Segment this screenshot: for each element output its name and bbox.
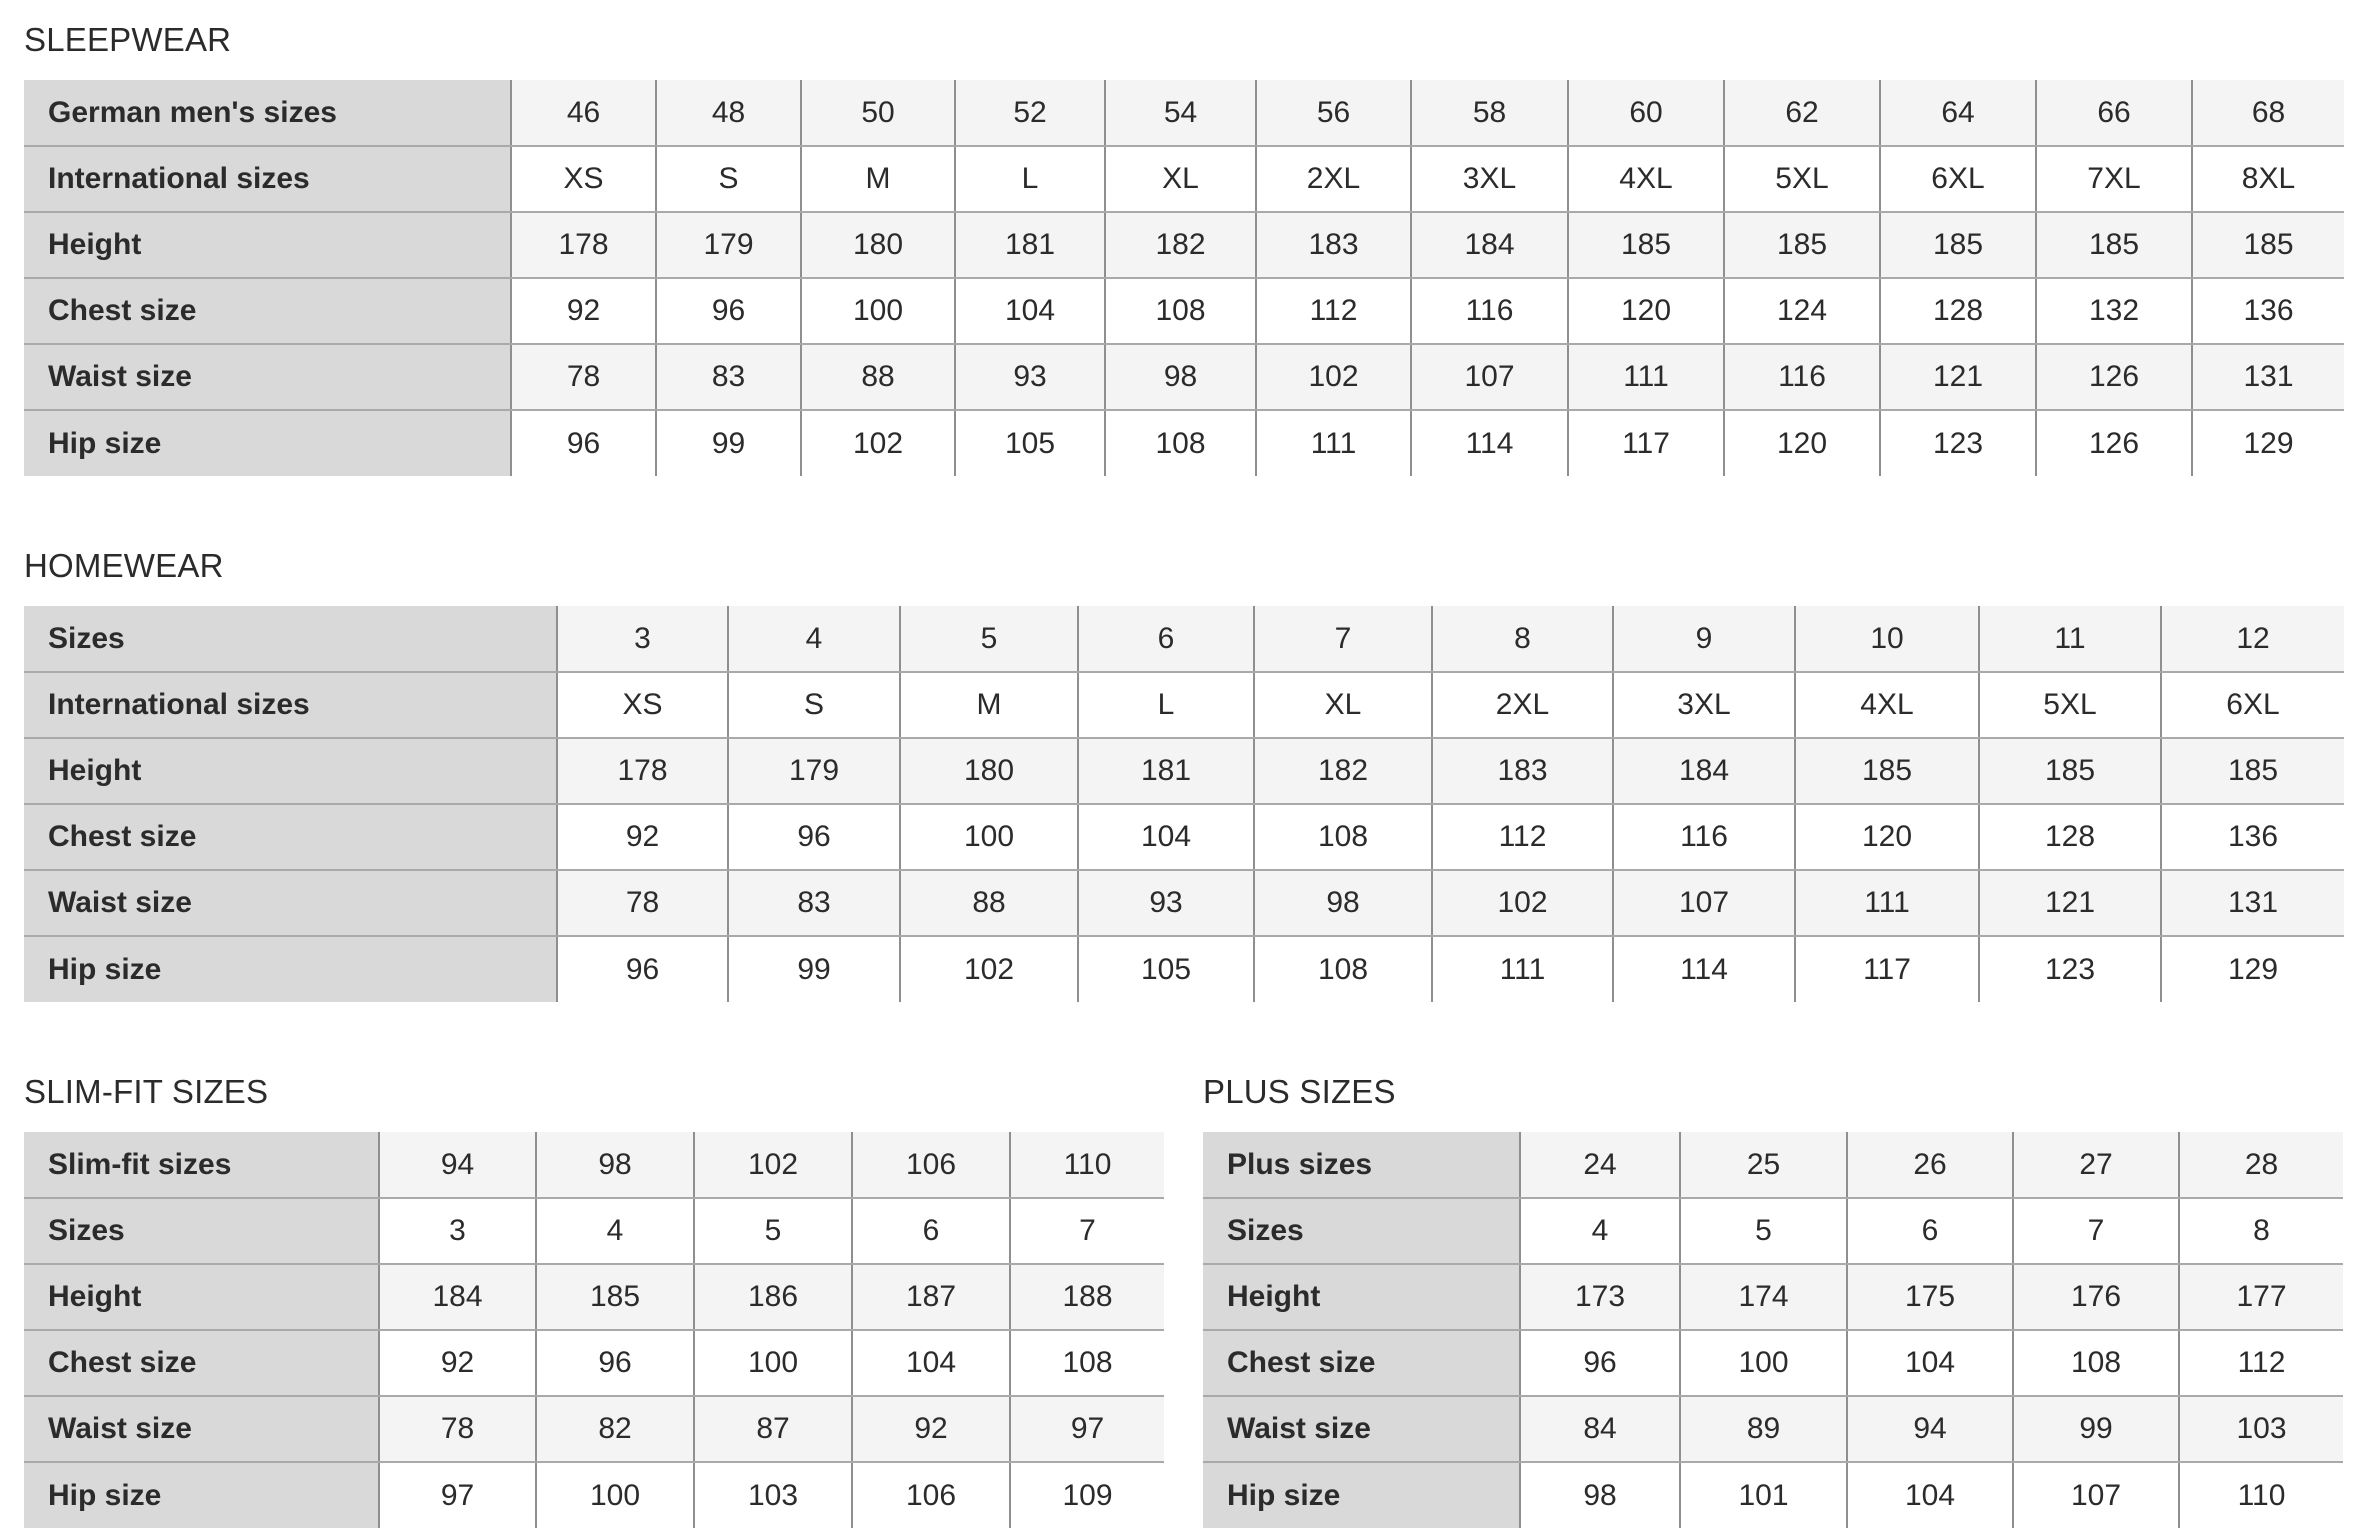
table-cell: 185 — [1568, 212, 1724, 278]
row-header: Slim-fit sizes — [24, 1132, 379, 1198]
table-cell: 6XL — [2161, 672, 2344, 738]
table-cell: 26 — [1847, 1132, 2013, 1198]
table-cell: 54 — [1105, 80, 1256, 146]
table-row — [24, 1462, 1164, 1528]
table-cell: 111 — [1256, 410, 1411, 476]
table-cell: 108 — [2013, 1330, 2179, 1396]
table-cell: 100 — [694, 1330, 852, 1396]
table-cell: 4 — [1520, 1198, 1680, 1264]
table-row — [1203, 1462, 2343, 1528]
table-cell: 108 — [1010, 1330, 1164, 1396]
table-row — [24, 870, 2344, 936]
table-row — [1203, 1198, 2343, 1264]
table-cell: 88 — [801, 344, 955, 410]
table-cell: 4XL — [1795, 672, 1979, 738]
table-cell: 27 — [2013, 1132, 2179, 1198]
table-cell: 83 — [728, 870, 900, 936]
table-row — [24, 146, 2344, 212]
table-cell: 186 — [694, 1264, 852, 1330]
table-cell: 121 — [1979, 870, 2161, 936]
table-cell: L — [955, 146, 1105, 212]
row-header: Chest size — [24, 278, 511, 344]
table-cell: 6 — [1078, 606, 1254, 672]
table-cell: 68 — [2192, 80, 2344, 146]
table-cell: 89 — [1680, 1396, 1847, 1462]
table-row — [1203, 1330, 2343, 1396]
homewear-table — [24, 606, 2344, 1002]
table-cell: L — [1078, 672, 1254, 738]
table-cell: 25 — [1680, 1132, 1847, 1198]
table-cell: 100 — [1680, 1330, 1847, 1396]
table-cell: 93 — [955, 344, 1105, 410]
table-cell: 179 — [728, 738, 900, 804]
table-cell: 103 — [694, 1462, 852, 1528]
table-cell: 11 — [1979, 606, 2161, 672]
table-cell: 7 — [2013, 1198, 2179, 1264]
table-cell: 7XL — [2036, 146, 2192, 212]
row-header: Chest size — [1203, 1330, 1520, 1396]
table-cell: 102 — [801, 410, 955, 476]
table-cell: 187 — [852, 1264, 1010, 1330]
table-row — [24, 606, 2344, 672]
table-cell: 184 — [1613, 738, 1795, 804]
table-cell: 108 — [1105, 278, 1256, 344]
table-cell: 104 — [1078, 804, 1254, 870]
table-cell: 4XL — [1568, 146, 1724, 212]
table-cell: 99 — [2013, 1396, 2179, 1462]
table-cell: 136 — [2192, 278, 2344, 344]
row-header: German men's sizes — [24, 80, 511, 146]
table-cell: 78 — [557, 870, 728, 936]
table-cell: 3XL — [1411, 146, 1568, 212]
table-cell: 131 — [2192, 344, 2344, 410]
table-cell: 181 — [955, 212, 1105, 278]
table-cell: 175 — [1847, 1264, 2013, 1330]
row-header: Hip size — [24, 936, 557, 1002]
table-cell: 111 — [1432, 936, 1613, 1002]
table-cell: 100 — [900, 804, 1078, 870]
table-cell: 108 — [1254, 936, 1432, 1002]
table-cell: 96 — [536, 1330, 694, 1396]
table-cell: XS — [557, 672, 728, 738]
table-cell: 8XL — [2192, 146, 2344, 212]
table-cell: 132 — [2036, 278, 2192, 344]
table-cell: 5 — [900, 606, 1078, 672]
table-cell: 52 — [955, 80, 1105, 146]
table-cell: 48 — [656, 80, 801, 146]
table-cell: 185 — [1795, 738, 1979, 804]
table-cell: 100 — [536, 1462, 694, 1528]
table-cell: 2XL — [1432, 672, 1613, 738]
row-header: Height — [24, 212, 511, 278]
table-cell: 183 — [1432, 738, 1613, 804]
slimfit-table — [24, 1132, 1164, 1528]
row-header: Waist size — [24, 1396, 379, 1462]
table-cell: 78 — [511, 344, 656, 410]
table-cell: 97 — [379, 1462, 536, 1528]
table-cell: 98 — [1254, 870, 1432, 936]
table-row — [24, 278, 2344, 344]
table-cell: 107 — [2013, 1462, 2179, 1528]
row-header: Height — [1203, 1264, 1520, 1330]
table-cell: 87 — [694, 1396, 852, 1462]
table-cell: 83 — [656, 344, 801, 410]
table-cell: 185 — [2036, 212, 2192, 278]
table-cell: 104 — [955, 278, 1105, 344]
table-cell: 98 — [1105, 344, 1256, 410]
table-cell: 60 — [1568, 80, 1724, 146]
table-row — [24, 410, 2344, 476]
table-row — [24, 672, 2344, 738]
table-cell: 96 — [656, 278, 801, 344]
table-row — [24, 936, 2344, 1002]
table-cell: 116 — [1613, 804, 1795, 870]
slimfit-title: SLIM-FIT SIZES — [24, 1073, 269, 1110]
table-cell: 5XL — [1979, 672, 2161, 738]
table-cell: 111 — [1568, 344, 1724, 410]
row-header: Waist size — [24, 344, 511, 410]
table-cell: 117 — [1795, 936, 1979, 1002]
table-cell: 92 — [379, 1330, 536, 1396]
table-cell: 102 — [900, 936, 1078, 1002]
row-header: Hip size — [24, 1462, 379, 1528]
table-cell: XS — [511, 146, 656, 212]
table-cell: 104 — [1847, 1462, 2013, 1528]
table-cell: 116 — [1724, 344, 1880, 410]
table-cell: 99 — [728, 936, 900, 1002]
table-row — [24, 1264, 1164, 1330]
table-cell: 56 — [1256, 80, 1411, 146]
table-cell: 188 — [1010, 1264, 1164, 1330]
table-cell: 129 — [2192, 410, 2344, 476]
table-cell: 104 — [852, 1330, 1010, 1396]
row-header: Sizes — [24, 1198, 379, 1264]
table-cell: 106 — [852, 1462, 1010, 1528]
table-cell: 114 — [1411, 410, 1568, 476]
table-cell: 105 — [1078, 936, 1254, 1002]
table-cell: 110 — [1010, 1132, 1164, 1198]
row-header: Sizes — [1203, 1198, 1520, 1264]
table-cell: 5XL — [1724, 146, 1880, 212]
table-cell: 112 — [1256, 278, 1411, 344]
table-cell: 12 — [2161, 606, 2344, 672]
table-cell: 6 — [852, 1198, 1010, 1264]
table-cell: 97 — [1010, 1396, 1164, 1462]
table-cell: 185 — [536, 1264, 694, 1330]
table-cell: 178 — [557, 738, 728, 804]
table-cell: 121 — [1880, 344, 2036, 410]
table-cell: 128 — [1880, 278, 2036, 344]
table-cell: 5 — [694, 1198, 852, 1264]
table-cell: 181 — [1078, 738, 1254, 804]
table-cell: 107 — [1613, 870, 1795, 936]
plus-table — [1203, 1132, 2343, 1528]
table-cell: 93 — [1078, 870, 1254, 936]
table-row — [24, 1132, 1164, 1198]
table-cell: 66 — [2036, 80, 2192, 146]
table-cell: 185 — [2192, 212, 2344, 278]
table-cell: 107 — [1411, 344, 1568, 410]
table-cell: 110 — [2179, 1462, 2343, 1528]
table-cell: 78 — [379, 1396, 536, 1462]
table-cell: 6 — [1847, 1198, 2013, 1264]
table-cell: 178 — [511, 212, 656, 278]
table-cell: 103 — [2179, 1396, 2343, 1462]
table-cell: 28 — [2179, 1132, 2343, 1198]
table-cell: 185 — [1724, 212, 1880, 278]
table-cell: 126 — [2036, 410, 2192, 476]
table-cell: 108 — [1254, 804, 1432, 870]
table-cell: 136 — [2161, 804, 2344, 870]
table-cell: 124 — [1724, 278, 1880, 344]
table-cell: 96 — [1520, 1330, 1680, 1396]
table-cell: 120 — [1724, 410, 1880, 476]
table-cell: 116 — [1411, 278, 1568, 344]
table-cell: 185 — [1880, 212, 2036, 278]
table-row — [1203, 1264, 2343, 1330]
table-cell: 8 — [1432, 606, 1613, 672]
table-cell: XL — [1105, 146, 1256, 212]
table-cell: 173 — [1520, 1264, 1680, 1330]
row-header: International sizes — [24, 672, 557, 738]
table-cell: 174 — [1680, 1264, 1847, 1330]
table-cell: 92 — [557, 804, 728, 870]
row-header: Plus sizes — [1203, 1132, 1520, 1198]
table-row — [24, 212, 2344, 278]
table-cell: 96 — [728, 804, 900, 870]
plus-title: PLUS SIZES — [1203, 1073, 1396, 1110]
table-cell: 131 — [2161, 870, 2344, 936]
table-cell: 98 — [536, 1132, 694, 1198]
table-cell: 182 — [1105, 212, 1256, 278]
table-cell: 123 — [1880, 410, 2036, 476]
table-cell: 104 — [1847, 1330, 2013, 1396]
table-row — [24, 738, 2344, 804]
table-cell: 100 — [801, 278, 955, 344]
table-cell: 184 — [379, 1264, 536, 1330]
table-cell: 99 — [656, 410, 801, 476]
table-cell: 64 — [1880, 80, 2036, 146]
table-cell: 102 — [1256, 344, 1411, 410]
table-cell: 120 — [1795, 804, 1979, 870]
table-cell: 10 — [1795, 606, 1979, 672]
table-cell: 112 — [2179, 1330, 2343, 1396]
table-cell: 106 — [852, 1132, 1010, 1198]
sleepwear-table — [24, 80, 2344, 476]
table-cell: 7 — [1254, 606, 1432, 672]
table-cell: 128 — [1979, 804, 2161, 870]
table-row — [1203, 1396, 2343, 1462]
table-cell: 58 — [1411, 80, 1568, 146]
table-cell: 180 — [900, 738, 1078, 804]
table-cell: 2XL — [1256, 146, 1411, 212]
row-header: Hip size — [24, 410, 511, 476]
row-header: Waist size — [1203, 1396, 1520, 1462]
table-cell: 129 — [2161, 936, 2344, 1002]
table-cell: 84 — [1520, 1396, 1680, 1462]
table-cell: 6XL — [1880, 146, 2036, 212]
table-cell: 108 — [1105, 410, 1256, 476]
table-cell: M — [801, 146, 955, 212]
table-cell: 101 — [1680, 1462, 1847, 1528]
table-row — [24, 1198, 1164, 1264]
table-cell: 7 — [1010, 1198, 1164, 1264]
table-cell: 102 — [694, 1132, 852, 1198]
table-cell: 96 — [511, 410, 656, 476]
table-cell: 111 — [1795, 870, 1979, 936]
row-header: Chest size — [24, 804, 557, 870]
table-row — [24, 1330, 1164, 1396]
table-cell: 182 — [1254, 738, 1432, 804]
row-header: Hip size — [1203, 1462, 1520, 1528]
table-cell: 177 — [2179, 1264, 2343, 1330]
table-cell: 88 — [900, 870, 1078, 936]
table-cell: M — [900, 672, 1078, 738]
table-cell: 50 — [801, 80, 955, 146]
table-cell: 98 — [1520, 1462, 1680, 1528]
table-cell: 185 — [1979, 738, 2161, 804]
table-cell: 126 — [2036, 344, 2192, 410]
table-cell: S — [656, 146, 801, 212]
table-row — [24, 344, 2344, 410]
table-cell: 3 — [557, 606, 728, 672]
table-cell: 92 — [852, 1396, 1010, 1462]
table-cell: 117 — [1568, 410, 1724, 476]
table-cell: 82 — [536, 1396, 694, 1462]
table-cell: 92 — [511, 278, 656, 344]
table-cell: 120 — [1568, 278, 1724, 344]
table-cell: 114 — [1613, 936, 1795, 1002]
table-cell: 105 — [955, 410, 1105, 476]
table-cell: 179 — [656, 212, 801, 278]
table-cell: XL — [1254, 672, 1432, 738]
table-cell: 183 — [1256, 212, 1411, 278]
table-cell: 94 — [379, 1132, 536, 1198]
table-cell: 180 — [801, 212, 955, 278]
row-header: Height — [24, 1264, 379, 1330]
table-cell: 9 — [1613, 606, 1795, 672]
table-cell: 3 — [379, 1198, 536, 1264]
table-cell: 102 — [1432, 870, 1613, 936]
row-header: International sizes — [24, 146, 511, 212]
table-cell: S — [728, 672, 900, 738]
table-row — [24, 80, 2344, 146]
table-cell: 185 — [2161, 738, 2344, 804]
table-cell: 176 — [2013, 1264, 2179, 1330]
row-header: Chest size — [24, 1330, 379, 1396]
table-row — [24, 804, 2344, 870]
table-cell: 123 — [1979, 936, 2161, 1002]
table-cell: 4 — [728, 606, 900, 672]
table-cell: 4 — [536, 1198, 694, 1264]
table-cell: 109 — [1010, 1462, 1164, 1528]
table-row — [1203, 1132, 2343, 1198]
table-cell: 96 — [557, 936, 728, 1002]
table-cell: 5 — [1680, 1198, 1847, 1264]
row-header: Waist size — [24, 870, 557, 936]
sleepwear-title: SLEEPWEAR — [24, 21, 232, 58]
table-cell: 46 — [511, 80, 656, 146]
table-row — [24, 1396, 1164, 1462]
table-cell: 3XL — [1613, 672, 1795, 738]
table-cell: 112 — [1432, 804, 1613, 870]
row-header: Sizes — [24, 606, 557, 672]
row-header: Height — [24, 738, 557, 804]
table-cell: 62 — [1724, 80, 1880, 146]
table-cell: 8 — [2179, 1198, 2343, 1264]
table-cell: 184 — [1411, 212, 1568, 278]
table-cell: 24 — [1520, 1132, 1680, 1198]
homewear-title: HOMEWEAR — [24, 547, 224, 584]
table-cell: 94 — [1847, 1396, 2013, 1462]
